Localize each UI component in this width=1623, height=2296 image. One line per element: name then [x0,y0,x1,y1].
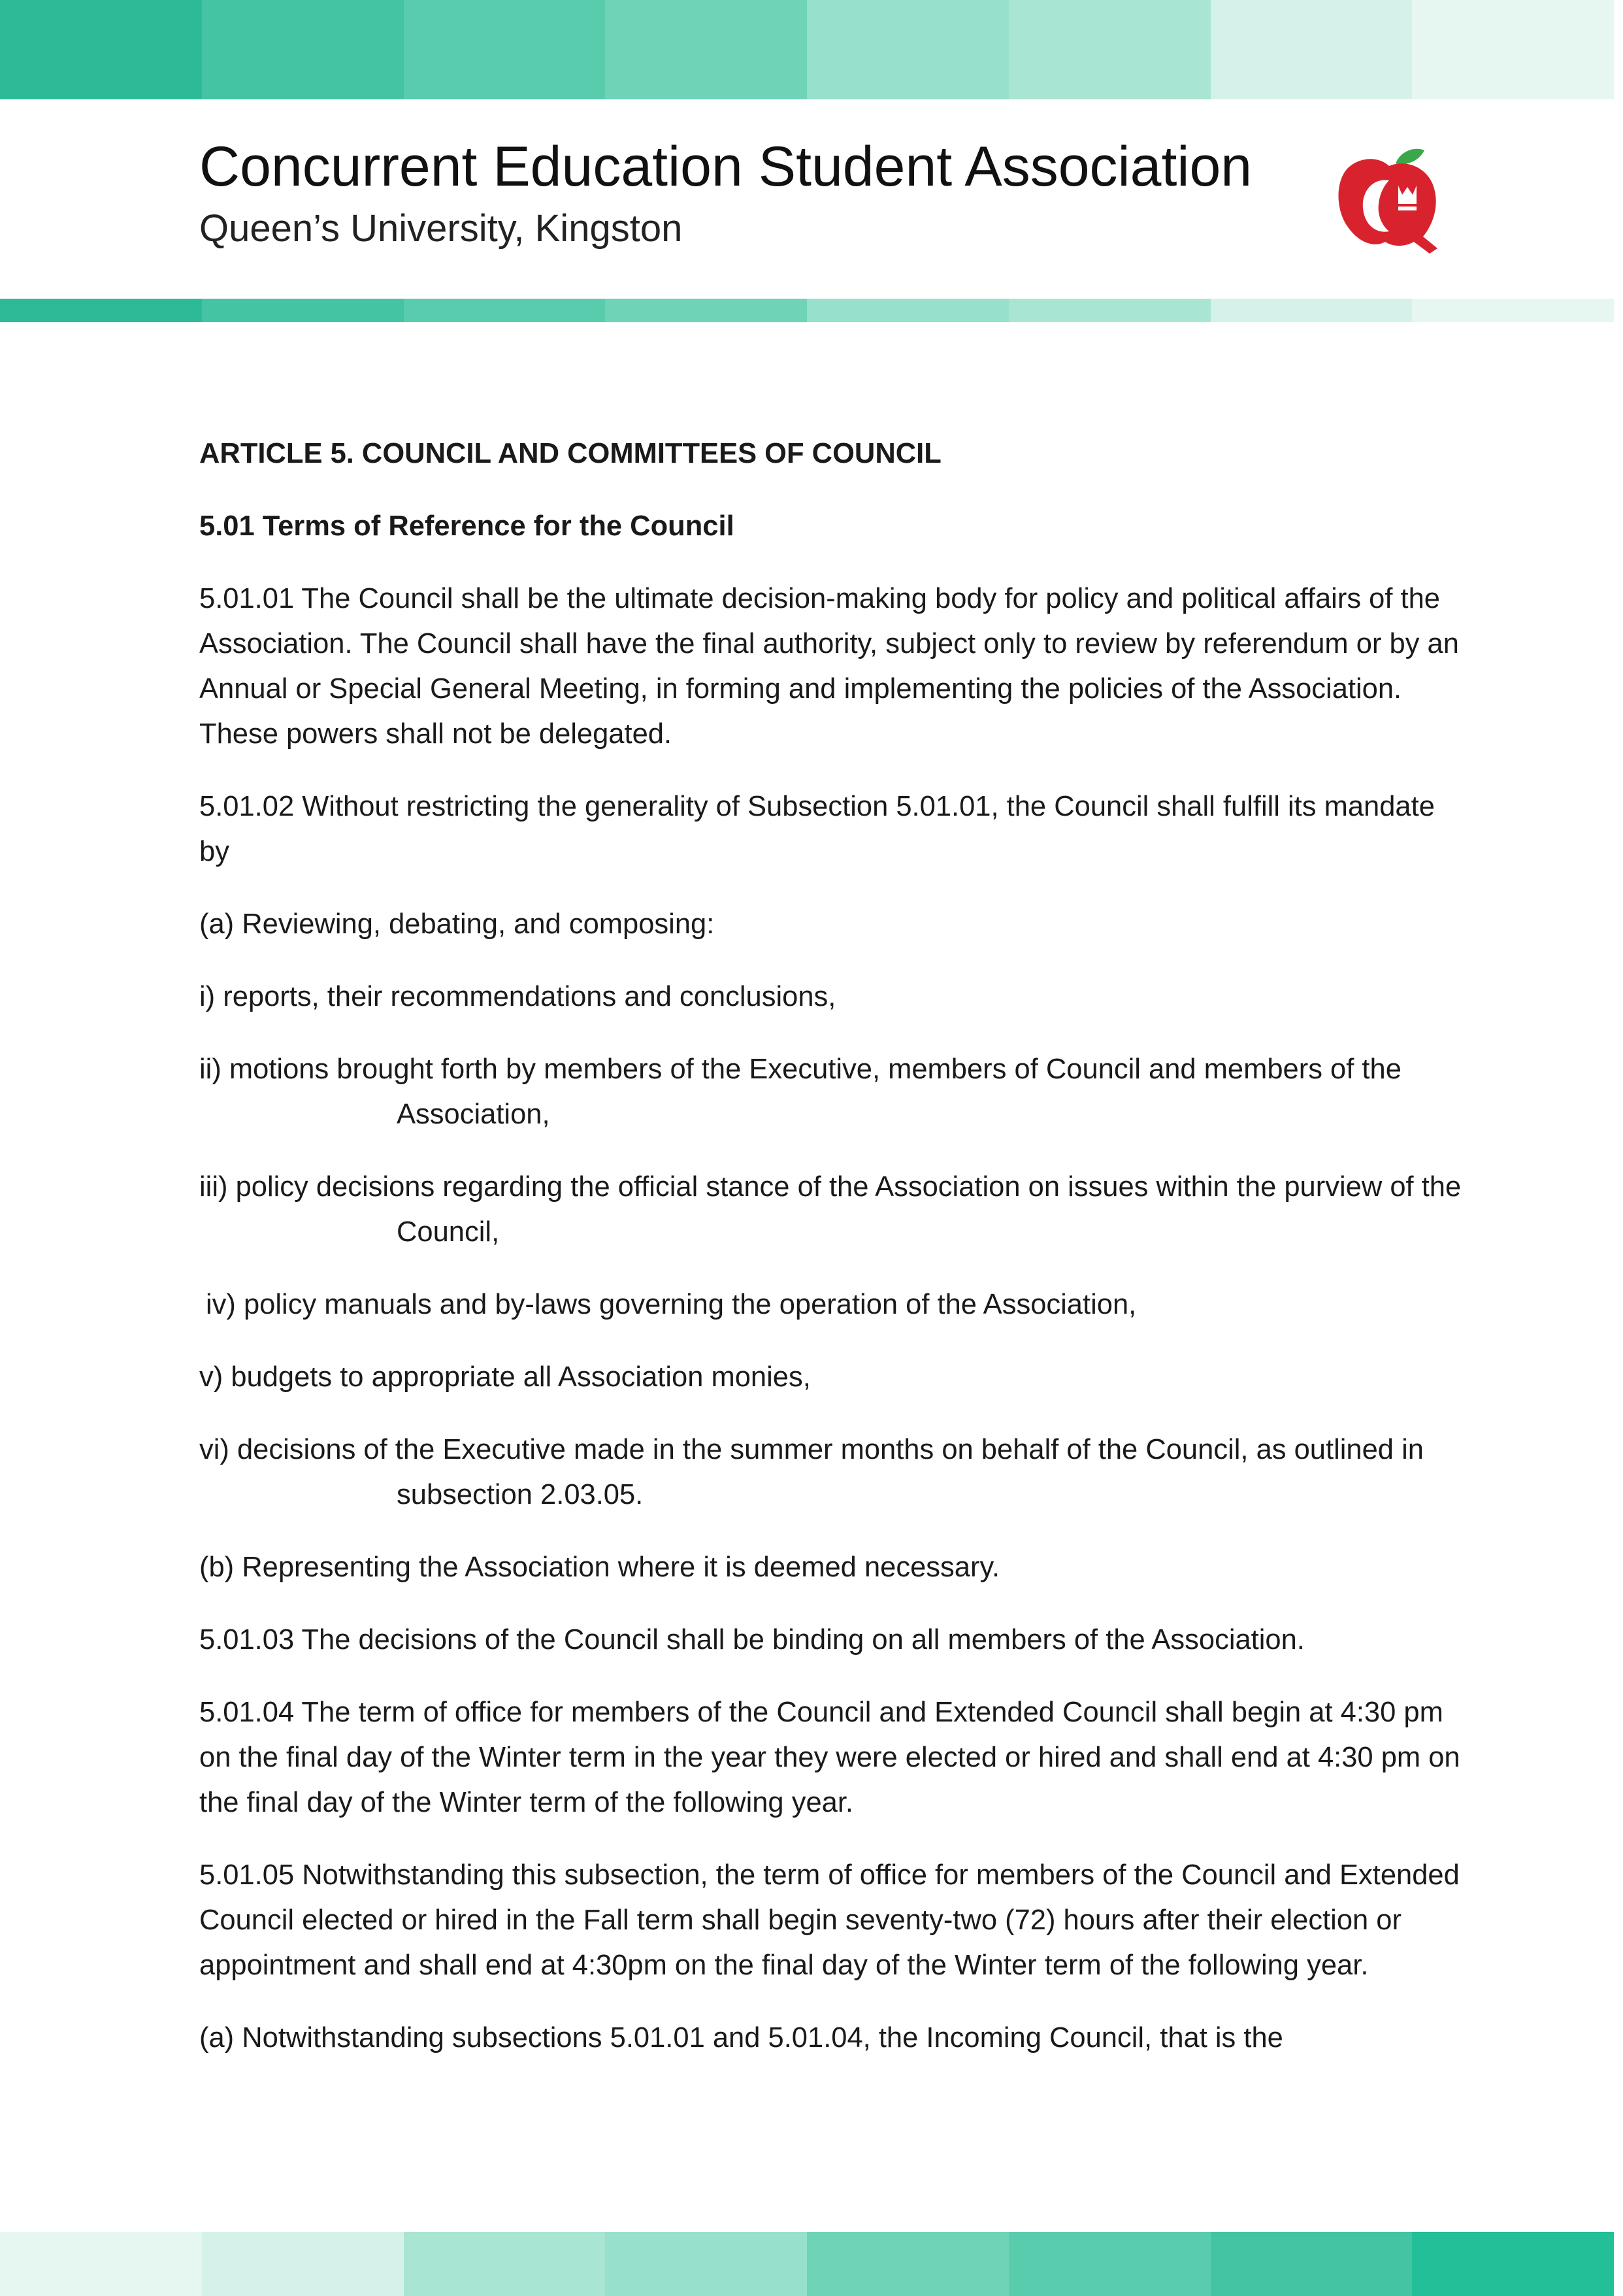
paragraph-5-01-02: 5.01.02 Without restricting the generality of Subsection 5.01.01, the Council shall fulfill its mandate by [199,791,1435,867]
band-segment [0,2232,202,2296]
section-heading: 5.01 Terms of Reference for the Council [199,510,734,542]
list-item-vi: vi) decisions of the Executive made in the summer months on behalf of the Council, as outlined in subsection 2.03.05. [199,1434,1424,1510]
top-color-band [0,0,1614,99]
band-segment [1009,2232,1211,2296]
band-segment [1009,299,1211,322]
paragraph-5-01-04: 5.01.04 The term of office for members of the Council and Extended Council shall begin at 4:30 pm on the final day of the Winter term in the year they were elected or hired and shall end at 4:30 pm on the final day of the Winter term of the following year. [199,1697,1460,1818]
band-segment [1412,0,1614,99]
list-item-b: (b) Representing the Association where it is deemed necessary. [199,1552,1000,1583]
band-segment [1211,299,1413,322]
bottom-color-band [0,2232,1614,2296]
apple-crown-logo-icon [1333,144,1444,258]
band-segment [807,2232,1009,2296]
band-segment [605,0,807,99]
document-body [199,431,1467,2088]
band-segment [404,299,606,322]
list-item-v: v) budgets to appropriate all Association monies, [199,1361,811,1393]
paragraph-5-01-05: 5.01.05 Notwithstanding this subsection, the term of office for members of the Council and Extended Council elected or hired in the Fall term shall begin seventy-two (72) hours after their election or appointment and shall end at 4:30pm on the final day of the Winter term of the following year. [199,1859,1460,1981]
band-segment [1412,299,1614,322]
organization-title: Concurrent Education Student Association [199,135,1253,198]
band-segment [605,2232,807,2296]
band-segment [1211,0,1413,99]
list-item-iv: iv) policy manuals and by-laws governing the operation of the Association, [206,1289,1137,1320]
article-heading: ARTICLE 5. COUNCIL AND COMMITTEES OF COUNCIL [199,438,942,469]
header-divider-band [0,299,1614,322]
band-segment [404,0,606,99]
list-item-a: (a) Reviewing, debating, and composing: [199,908,715,940]
band-segment [404,2232,606,2296]
band-segment [1412,2232,1614,2296]
band-segment [202,2232,404,2296]
list-item-ii: ii) motions brought forth by members of the Executive, members of Council and members of the Association, [199,1054,1402,1130]
band-segment [0,0,202,99]
organization-subtitle: Queen’s University, Kingston [199,207,683,250]
band-segment [202,299,404,322]
band-segment [807,299,1009,322]
paragraph-5-01-01: 5.01.01 The Council shall be the ultimate decision-making body for policy and political affairs of the Association. The Council shall have the final authority, subject only to review by referendum or by an Annual or Special General Meeting, in forming and implementing the policies of the Association. These powers shall not be delegated. [199,583,1459,750]
band-segment [0,299,202,322]
paragraph-5-01-03: 5.01.03 The decisions of the Council shall be binding on all members of the Association. [199,1624,1305,1655]
band-segment [202,0,404,99]
band-segment [605,299,807,322]
list-item-iii: iii) policy decisions regarding the official stance of the Association on issues within the purview of the Council, [199,1171,1462,1248]
band-segment [1211,2232,1413,2296]
band-segment [807,0,1009,99]
band-segment [1009,0,1211,99]
paragraph-5-01-05-a: (a) Notwithstanding subsections 5.01.01 and 5.01.04, the Incoming Council, that is the [199,2022,1283,2054]
list-item-i: i) reports, their recommendations and conclusions, [199,981,836,1012]
